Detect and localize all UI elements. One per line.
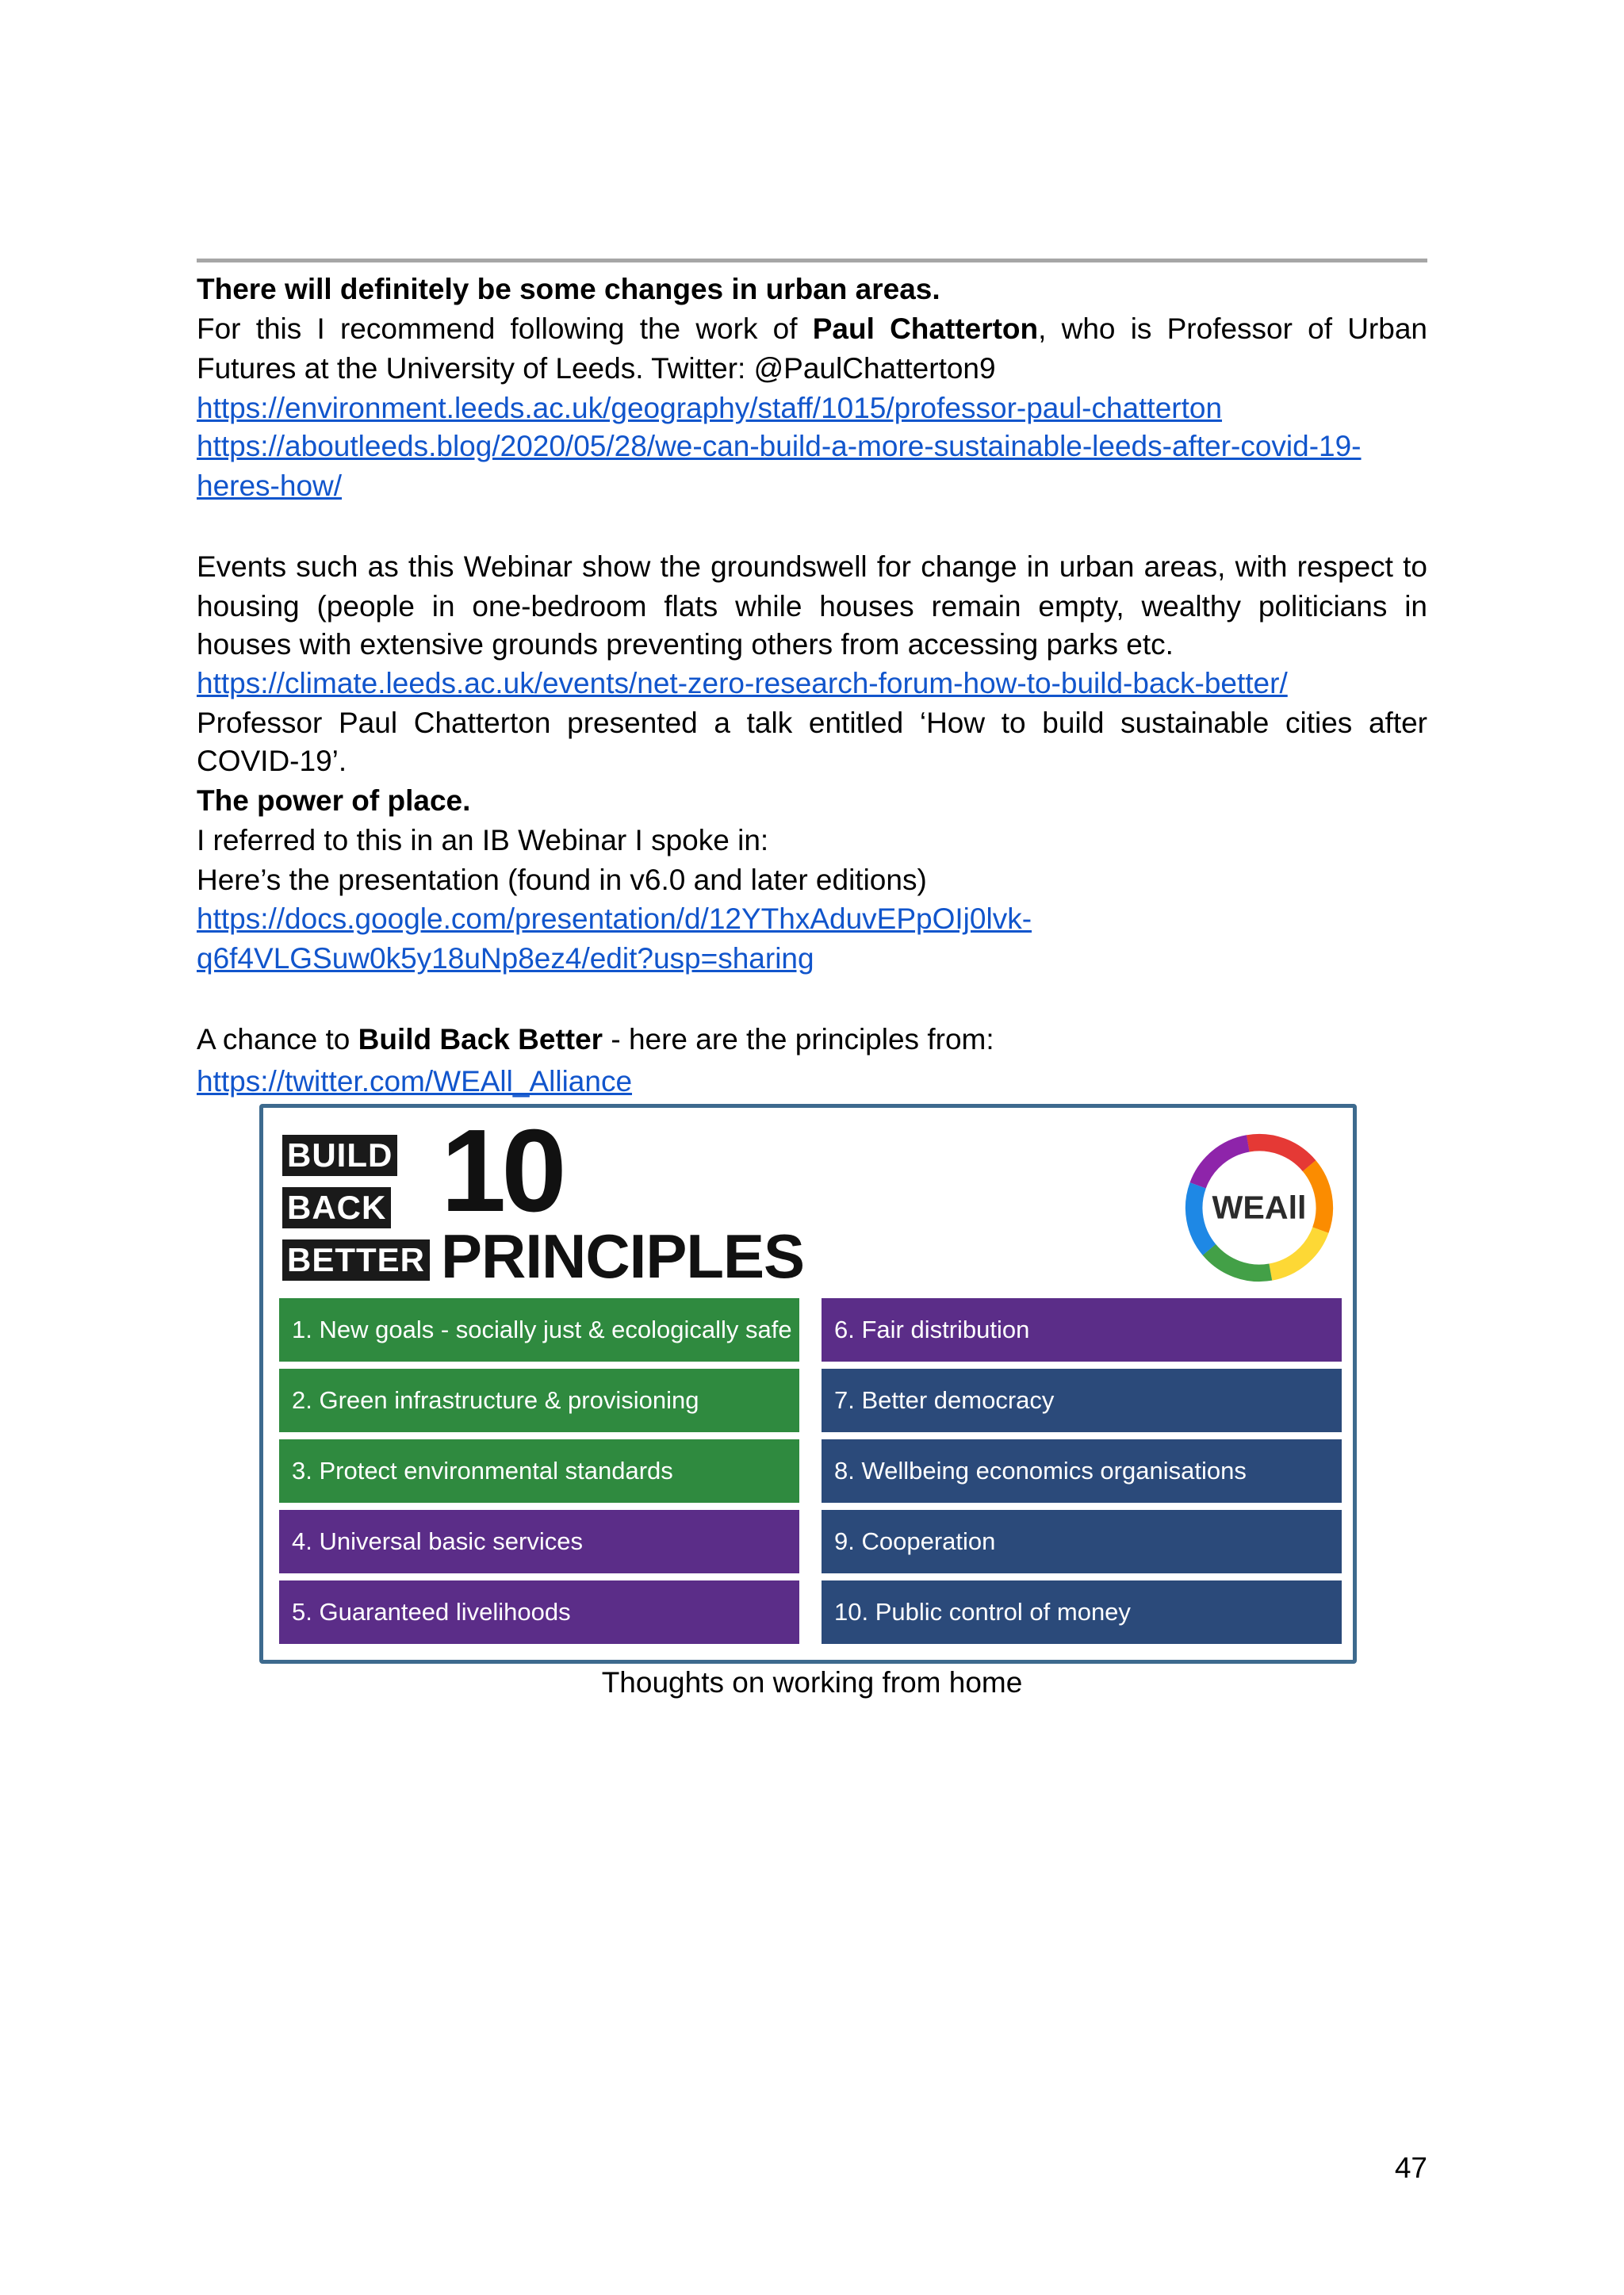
infographic-title: PRINCIPLES bbox=[441, 1221, 805, 1291]
build-back-better-intro bbox=[197, 1020, 1427, 1059]
webinar-line: I referred to this in an IB Webinar I spoke in: bbox=[197, 824, 769, 856]
link-slides-line2: q6f4VLGSuw0k5y18uNp8ez4/edit?usp=sharing bbox=[197, 942, 814, 975]
build-back-better-infographic bbox=[259, 1104, 1357, 1664]
link-weall-twitter[interactable]: https://twitter.com/WEAll_Alliance bbox=[197, 1065, 633, 1098]
word-better: BETTER bbox=[282, 1239, 430, 1281]
link-slides-line1: https://docs.google.com/presentation/d/12YThxAduvEPpOIj0lvk- bbox=[197, 902, 1032, 935]
talk-line2: COVID-19’. bbox=[197, 745, 347, 777]
principles-grid bbox=[279, 1298, 1342, 1647]
principle-cell-8: 8. Wellbeing economics organisations bbox=[822, 1439, 1342, 1503]
paragraph-chatterton-line1 bbox=[197, 309, 1427, 349]
link-leeds-staff[interactable]: https://environment.leeds.ac.uk/geography/staff/1015/professor-paul-chatterton bbox=[197, 392, 1223, 424]
link-google-slides[interactable] bbox=[197, 899, 1427, 979]
principle-cell-3: 3. Protect environmental standards bbox=[279, 1439, 799, 1503]
principle-cell-1: 1. New goals - socially just & ecologically safe bbox=[279, 1298, 799, 1362]
heading-power-of-place: The power of place. bbox=[197, 784, 471, 817]
principle-cell-5: 5. Guaranteed livelihoods bbox=[279, 1580, 799, 1644]
principle-cell-6: 6. Fair distribution bbox=[822, 1298, 1342, 1362]
bbb-post: - here are the principles from: bbox=[603, 1023, 994, 1056]
principle-cell-9: 9. Cooperation bbox=[822, 1510, 1342, 1573]
events-line3: houses with extensive grounds preventing others from accessing parks etc. bbox=[197, 628, 1174, 661]
presentation-line: Here’s the presentation (found in v6.0 and later editions) bbox=[197, 864, 927, 896]
para1-post: , who is Professor of Urban bbox=[1038, 312, 1427, 345]
heading-urban-changes: There will definitely be some changes in urban areas. bbox=[197, 273, 940, 305]
word-build: BUILD bbox=[282, 1135, 397, 1176]
paragraph-chatterton-line2: Futures at the University of Leeds. Twitter: @PaulChatterton9 bbox=[197, 352, 996, 385]
para1-pre: For this I recommend following the work of bbox=[197, 312, 813, 345]
principle-cell-2: 2. Green infrastructure & provisioning bbox=[279, 1369, 799, 1432]
logo-text: WEAll bbox=[1212, 1189, 1307, 1226]
link-aboutleeds-blog[interactable] bbox=[197, 427, 1427, 506]
principle-cell-4: 4. Universal basic services bbox=[279, 1510, 799, 1573]
events-line2: housing (people in one-bedroom flats while houses remain empty, wealthy politicians in bbox=[197, 590, 1427, 623]
page-number: 47 bbox=[1394, 2151, 1427, 2184]
principle-cell-10: 10. Public control of money bbox=[822, 1580, 1342, 1644]
talk-line1: Professor Paul Chatterton presented a talk entitled ‘How to build sustainable cities after bbox=[197, 707, 1427, 739]
principle-cell-7: 7. Better democracy bbox=[822, 1369, 1342, 1432]
link-aboutleeds-line2: heres-how/ bbox=[197, 469, 343, 502]
infographic-number: 10 bbox=[441, 1105, 562, 1236]
link-aboutleeds-line1: https://aboutleeds.blog/2020/05/28/we-can-build-a-more-sustainable-leeds-after-covid-19- bbox=[197, 430, 1362, 462]
link-climate-forum[interactable]: https://climate.leeds.ac.uk/events/net-zero-research-forum-how-to-build-back-better/ bbox=[197, 667, 1288, 699]
events-line1: Events such as this Webinar show the groundswell for change in urban areas, with respect to bbox=[197, 550, 1427, 583]
build-back-better-wordmark bbox=[282, 1135, 428, 1292]
bbb-pre: A chance to bbox=[197, 1023, 358, 1056]
figure-caption: Thoughts on working from home bbox=[601, 1666, 1023, 1699]
word-back: BACK bbox=[282, 1187, 391, 1228]
horizontal-rule bbox=[197, 259, 1427, 262]
para1-name: Paul Chatterton bbox=[812, 312, 1039, 345]
bbb-bold: Build Back Better bbox=[358, 1023, 603, 1056]
weall-logo-icon bbox=[1182, 1130, 1337, 1285]
